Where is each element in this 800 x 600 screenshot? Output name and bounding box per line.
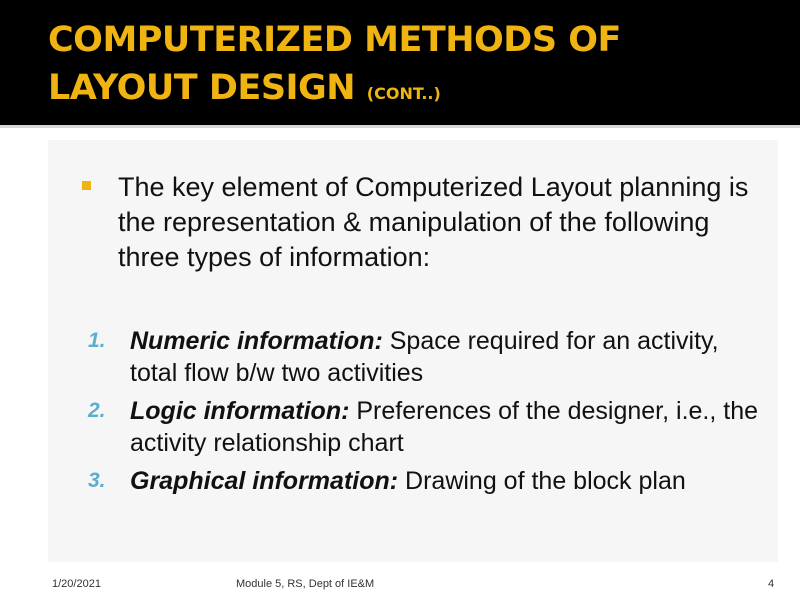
list-item-description: Space required for an activity, total flow b/w two activities bbox=[130, 327, 719, 387]
main-bullet bbox=[82, 170, 762, 275]
main-bullet-text: The key element of Computerized Layout planning is the representation & manipulation of the following three types of information: bbox=[118, 172, 749, 272]
list-item-number: 3. bbox=[88, 469, 106, 492]
title-line-1: COMPUTERIZED METHODS OF bbox=[48, 20, 621, 60]
footer-center-text: Module 5, RS, Dept of IE&M bbox=[236, 578, 375, 590]
title-suffix: (CONT..) bbox=[366, 84, 441, 103]
list-item-description: Drawing of the block plan bbox=[398, 467, 686, 495]
slide-content bbox=[48, 140, 778, 562]
list-item-term: Graphical information: bbox=[130, 467, 399, 495]
title-line-2: LAYOUT DESIGN bbox=[48, 68, 356, 108]
list-item bbox=[88, 465, 768, 497]
list-item-description: Preferences of the designer, i.e., the activity relationship chart bbox=[130, 397, 759, 457]
list-item-number: 2. bbox=[88, 399, 106, 422]
header-divider bbox=[0, 125, 800, 128]
square-bullet-icon bbox=[82, 181, 91, 190]
list-item bbox=[88, 395, 768, 459]
numbered-list bbox=[88, 325, 768, 503]
footer-date: 1/20/2021 bbox=[52, 578, 101, 590]
list-item bbox=[88, 325, 768, 389]
list-item-number: 1. bbox=[88, 329, 106, 352]
slide-header bbox=[0, 0, 800, 125]
list-item-term: Numeric information: bbox=[130, 327, 383, 355]
slide-title bbox=[48, 16, 788, 118]
footer-page-number: 4 bbox=[768, 578, 775, 590]
list-item-term: Logic information: bbox=[130, 397, 350, 425]
